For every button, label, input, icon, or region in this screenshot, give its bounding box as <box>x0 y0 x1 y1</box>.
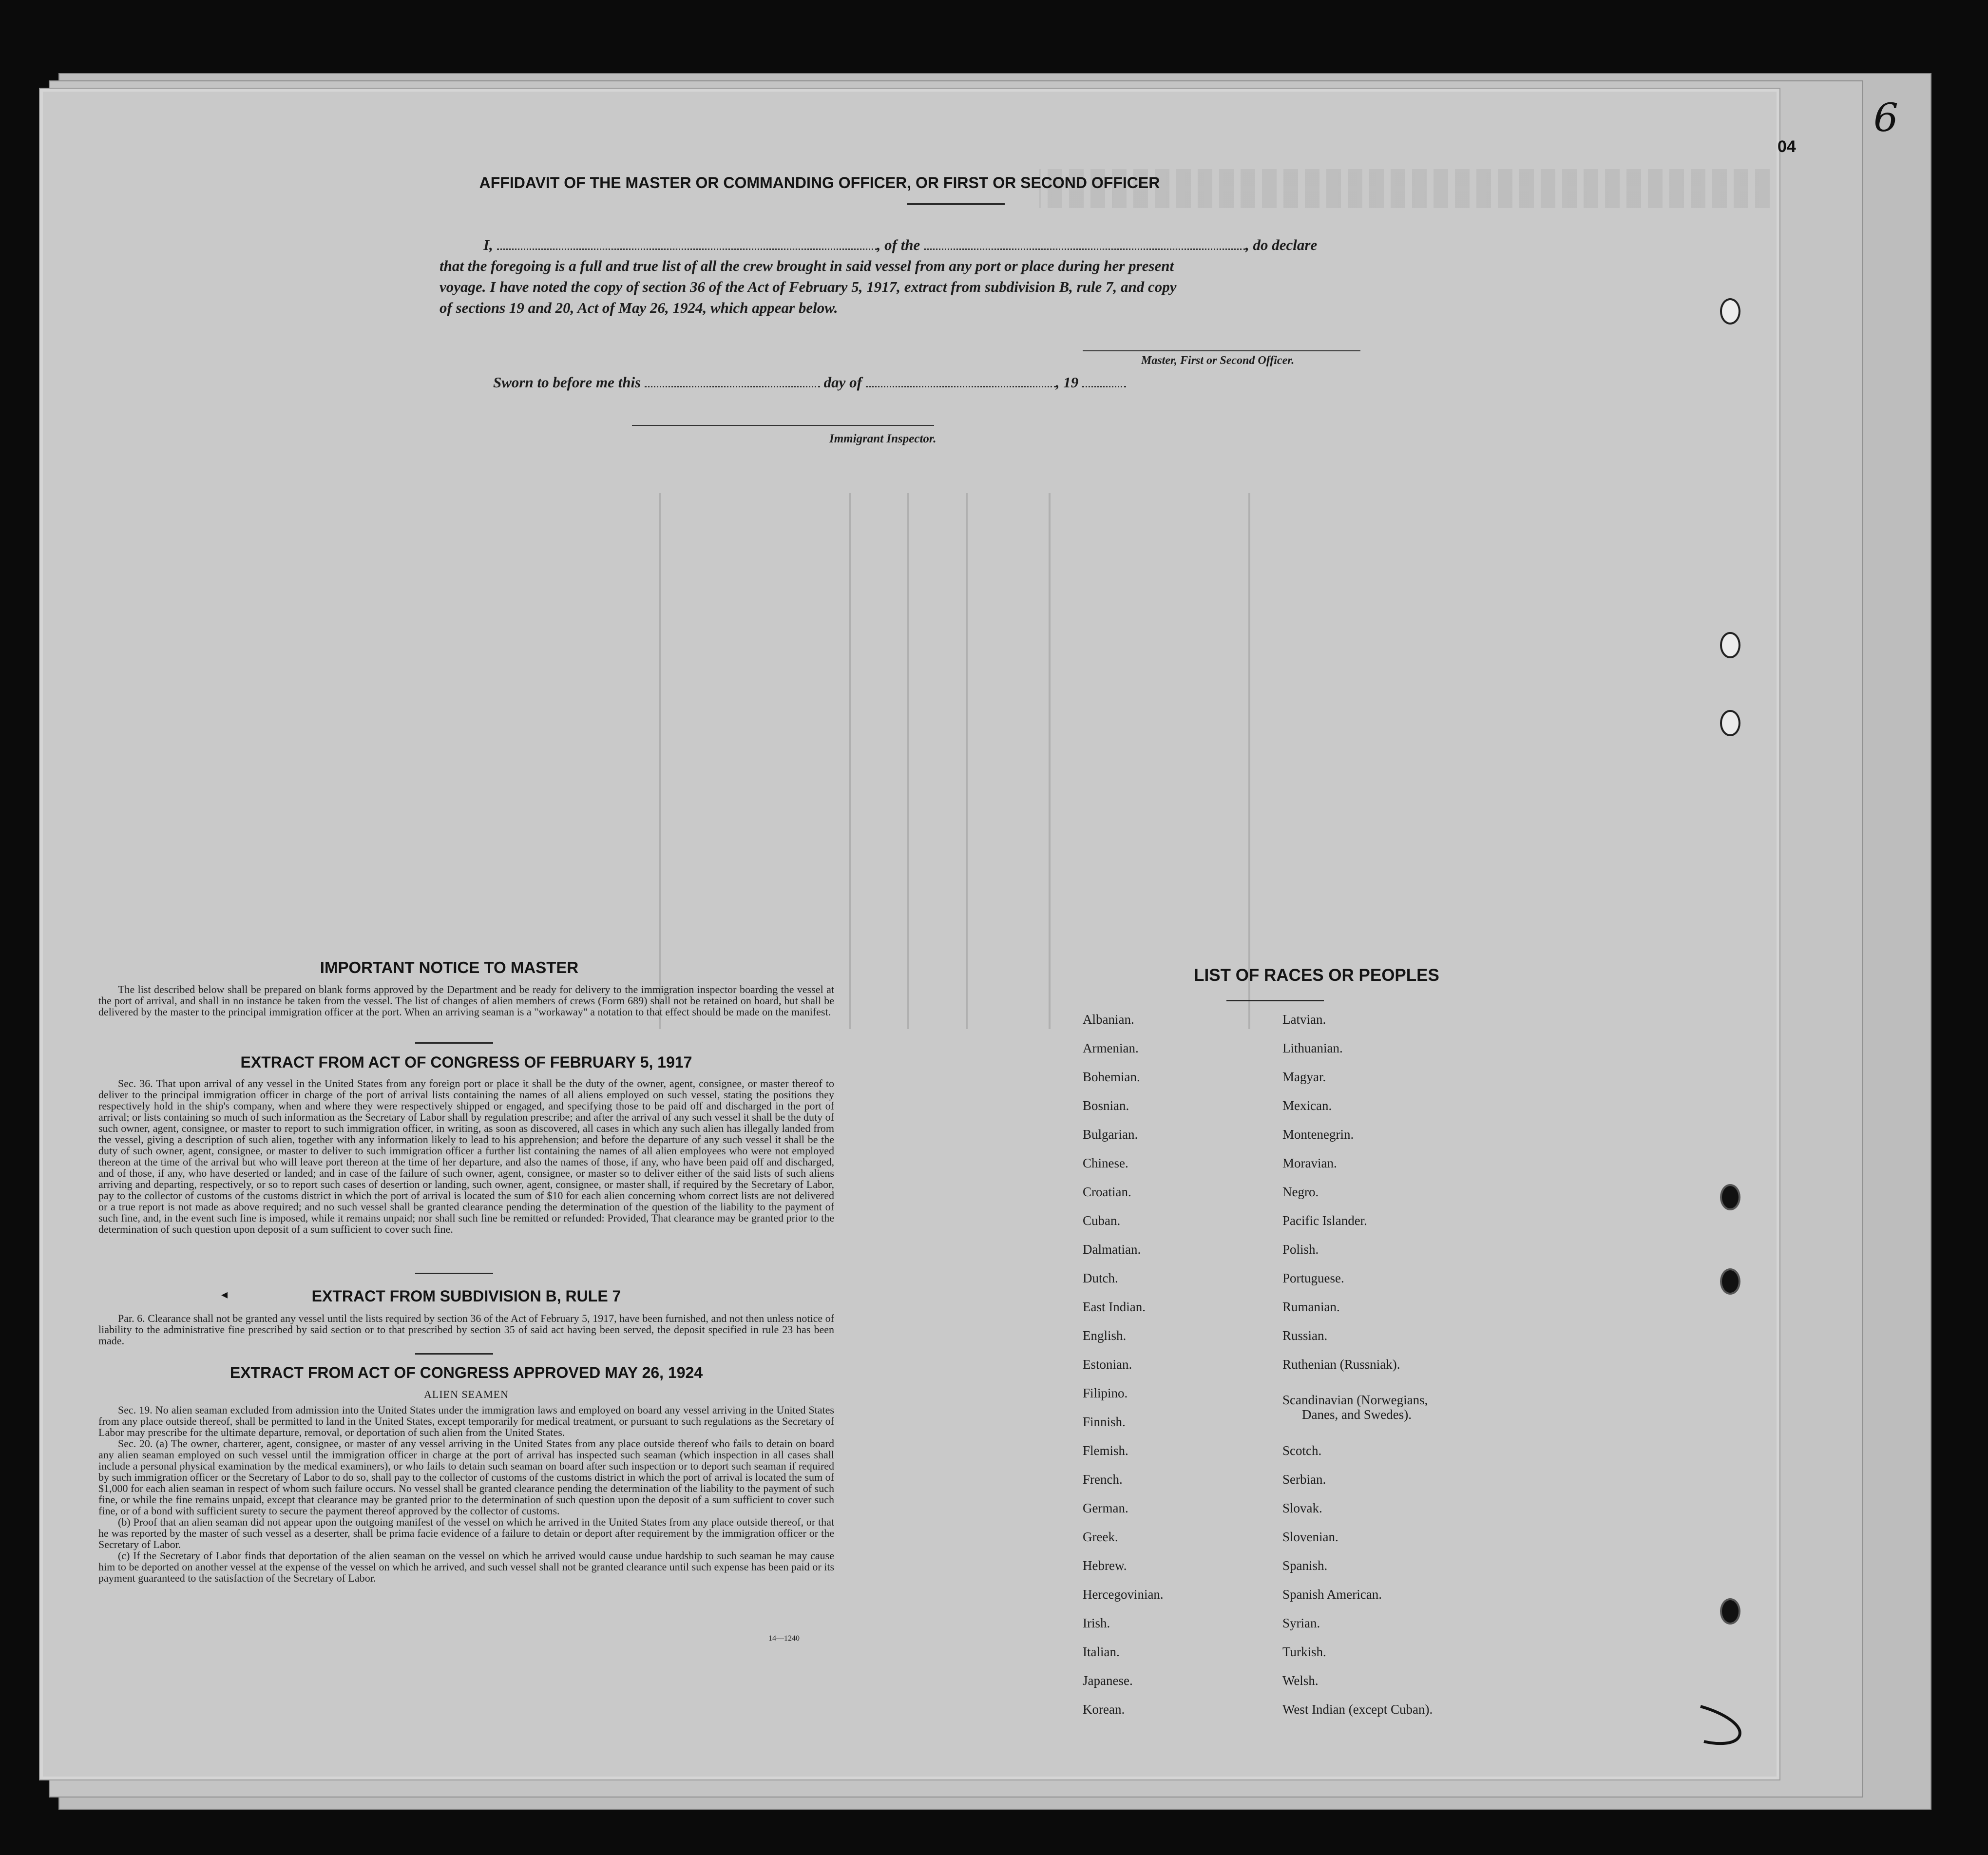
extract-1924-text <box>98 1404 834 1584</box>
year-label: , 19 <box>1055 374 1079 391</box>
vessel-name-field[interactable] <box>924 234 1245 250</box>
race-item: Albanian. <box>1083 1012 1134 1027</box>
page-number-handwritten: 6 <box>1873 95 1898 140</box>
race-item: Dutch. <box>1083 1271 1118 1285</box>
inspector-signature-label: Immigrant Inspector. <box>829 432 937 445</box>
affidavit-line-4: of sections 19 and 20, Act of May 26, 1924, which appear below. <box>440 299 838 316</box>
race-item: Slovak. <box>1282 1501 1322 1515</box>
sworn-line <box>493 371 1126 391</box>
race-item: Filipino. <box>1083 1386 1128 1400</box>
affidavit-line-2: that the foregoing is a full and true list of all the crew brought in said vessel from any port or place during her present <box>440 257 1174 274</box>
punch-hole <box>1720 298 1740 325</box>
notice-text <box>98 984 834 1017</box>
punch-hole <box>1720 1598 1740 1625</box>
race-item: Syrian. <box>1282 1616 1320 1630</box>
crew-list-page <box>39 88 1780 1780</box>
master-signature-label: Master, First or Second Officer. <box>1141 354 1295 367</box>
inspector-signature-line[interactable] <box>632 425 934 426</box>
race-item: Slovenian. <box>1282 1530 1338 1544</box>
race-item: Latvian. <box>1282 1012 1326 1027</box>
master-signature-line[interactable] <box>1083 350 1360 351</box>
affidavit-line-3: voyage. I have noted the copy of section 36 of the Act of February 5, 1917, extract from subdivision B, rule 7, and copy <box>440 278 1177 295</box>
punch-hole <box>1720 1184 1740 1210</box>
section-20a-paragraph: Sec. 20. (a) The owner, charterer, agent, consignee, or master of any vessel arriving in the United States from any place outside thereof who fails to detain on board any alien seaman employed on such vessel until the immigration officer in charge at the port of arrival has inspected such seaman (which inspection in all cases shall include a personal physical examination by the medical examiners), or who fails to detain such seaman on board after such inspection or to deport such seaman if required by such immigration officer or the Secretary of Labor to do so, shall pay to the collector of customs of the customs district in which the port of arrival is located the sum of $1,000 for each alien seaman in respect of whom such failure occurs. No vessel shall be granted clearance pending the determination of the liability to the payment of such fine, or while the fine remains unpaid, except that clearance may be granted prior to the determination of such question upon the deposit of a sum sufficient to cover such fine, or of a bond with sufficient surety to secure the payment thereof approved by the collector of customs. <box>98 1437 834 1517</box>
day-of-label: day of <box>823 374 862 391</box>
extract-1917-text <box>98 1078 834 1235</box>
race-item: Bulgarian. <box>1083 1127 1138 1142</box>
affidavit-title: AFFIDAVIT OF THE MASTER OR COMMANDING OFFICER, OR FIRST OR SECOND OFFICER <box>479 174 1160 191</box>
affidavit-body <box>440 234 1438 318</box>
extract-1917-title: EXTRACT FROM ACT OF CONGRESS OF FEBRUARY 5, 1917 <box>240 1053 692 1071</box>
extract-rule7-title: EXTRACT FROM SUBDIVISION B, RULE 7 <box>311 1287 621 1305</box>
race-item: Russian. <box>1282 1328 1328 1343</box>
race-item: Estonian. <box>1083 1357 1132 1372</box>
race-item: Korean. <box>1083 1702 1125 1717</box>
paragraph-6: Par. 6. Clearance shall not be granted any vessel until the lists required by section 36 of the Act of February 5, 1917, have been furnished, and not then unless notice of liability to the administrative fine prescribed by said section or to that prescribed by section 35 of said act having been served, the deposit specified in rule 23 has been made. <box>98 1312 834 1347</box>
race-item: Moravian. <box>1282 1156 1337 1170</box>
race-item: German. <box>1083 1501 1128 1515</box>
race-item: Bohemian. <box>1083 1070 1140 1084</box>
race-item: Spanish. <box>1282 1558 1328 1573</box>
punch-hole <box>1720 1268 1740 1295</box>
race-item: Pacific Islander. <box>1282 1213 1367 1228</box>
extract-1924-title: EXTRACT FROM ACT OF CONGRESS APPROVED MAY 26, 1924 <box>229 1364 703 1381</box>
race-item: Welsh. <box>1282 1673 1319 1688</box>
extract-rule7-text <box>98 1313 834 1346</box>
races-list-right <box>1282 1012 1526 1719</box>
races-title-rule <box>1226 1000 1324 1001</box>
extract-1917-rule <box>415 1273 493 1274</box>
race-item: Turkish. <box>1282 1645 1326 1659</box>
race-item: Negro. <box>1282 1185 1319 1199</box>
sworn-year-field[interactable] <box>1082 371 1126 387</box>
sworn-label: Sworn to before me this <box>493 374 641 391</box>
notice-rule <box>415 1042 493 1044</box>
race-item: Mexican. <box>1282 1098 1332 1113</box>
race-item: Polish. <box>1282 1242 1319 1257</box>
affidavit-line-1 <box>440 234 1438 255</box>
race-item: Bosnian. <box>1083 1098 1129 1113</box>
notice-paragraph: The list described below shall be prepared on blank forms approved by the Department and be ready for delivery to the immigration inspector boarding the vessel at the port of arrival, and shall in no instance be taken from the vessel. The list of changes of alien members of crews (Form 689) shall not be retained on board, but shall be delivered by the master to the principal immigration officer at the port. When an arriving seaman is a "workaway" a notation to that effect should be made on the manifest. <box>98 983 834 1018</box>
section-19-paragraph: Sec. 19. No alien seaman excluded from admission into the United States under the immigration laws and employed on board any vessel arriving in the United States from any place outside thereof, shall be permitted to land in the United States, except temporarily for medical treatment, or pursuant to such regulations as the Secretary of Labor may prescribe for the ultimate departure, removal, or deportation of such alien from the United States. <box>98 1404 834 1438</box>
race-item: French. <box>1083 1472 1123 1487</box>
extract-rule7-rule <box>415 1353 493 1355</box>
master-name-field[interactable] <box>497 234 877 250</box>
race-item: Dalmatian. <box>1083 1242 1141 1257</box>
section-20b-paragraph: (b) Proof that an alien seaman did not appear upon the outgoing manifest of the vessel on which he arrived in the United States from any place outside thereof, or that he was reported by the master of such vessel as a deserter, shall be prima facie evidence of a failure to detain or deport after requirement by the immigration officer or the Secretary of Labor. <box>98 1516 834 1550</box>
affidavit-of-the-label: , of the <box>877 236 920 253</box>
bleed-through-rule <box>659 493 661 1029</box>
race-item: Portuguese. <box>1282 1271 1344 1285</box>
affidavit-declare-label: , do declare <box>1245 236 1318 253</box>
race-item: Montenegrin. <box>1282 1127 1354 1142</box>
race-item: Irish. <box>1083 1616 1110 1630</box>
section-36-paragraph: Sec. 36. That upon arrival of any vessel in the United States from any foreign port or place it shall be the duty of the owner, agent, consignee, or master thereof to deliver to the principal immigration officer in charge of the port of arrival lists containing the names of all aliens employed on such vessel, stating the positions they respectively hold in the ship's company, when and where they were respectively shipped or engaged, and specifying those to be paid off and discharged in the port of arrival; or lists containing so much of such information as the Secretary of Labor shall by regulation prescribe; and after the arrival of any such vessel it shall be the duty of such owner, agent, consignee, or master to report to such immigration officer, in writing, as soon as discovered, all cases in which any such alien has illegally landed from the vessel, giving a description of such alien, together with any information likely to lead to his apprehension; and before the departure of any such vessel it shall be the duty of such owner, agent, consignee, or master to deliver to such immigration officer a further list containing the names of all alien employees who were not employed thereon at the time of the arrival but who will leave port thereon at the time of her departure, and also the names of those, if any, who have been paid off and discharged, and of those, if any, who have deserted or landed; and in case of the failure of such owner, agent, consignee, or master so to deliver either of the said lists of such aliens arriving and departing, respectively, or so to report such cases of desertion or landing, such owner, agent, consignee, or master shall, if required by the Secretary of Labor, pay to the collector of customs of the customs district in which the port of arrival is located the sum of $10 for each alien concerning whom correct lists are not delivered or a true report is not made as above required; and no such vessel shall be granted clearance pending the determination of the question of the liability to the payment of such fine, and, in the event such fine is imposed, while it remains unpaid; nor shall such fine be remitted or refunded: Provided, That clearance may be granted prior to the determination of such question upon deposit of a sum sufficient to cover such fine. <box>98 1077 834 1235</box>
race-item: West Indian (except Cuban). <box>1282 1702 1433 1717</box>
bleed-through-rule <box>907 493 909 1029</box>
race-item: Croatian. <box>1083 1185 1131 1199</box>
affidavit-title-rule <box>907 203 1005 205</box>
race-item: Danes, and Swedes). <box>1302 1407 1412 1422</box>
race-item: Serbian. <box>1282 1472 1326 1487</box>
race-item: Ruthenian (Russniak). <box>1282 1357 1400 1372</box>
punch-hole <box>1720 710 1740 736</box>
bleed-through-rule <box>966 493 968 1029</box>
race-item: Chinese. <box>1083 1156 1128 1170</box>
races-title: LIST OF RACES OR PEOPLES <box>1194 966 1439 985</box>
race-item: Scandinavian (Norwegians, <box>1282 1393 1428 1407</box>
notice-title: IMPORTANT NOTICE TO MASTER <box>320 958 579 976</box>
bleed-through-rule <box>1248 493 1250 1029</box>
race-item: Lithuanian. <box>1282 1041 1343 1055</box>
race-item: Magyar. <box>1282 1070 1326 1084</box>
race-item: Rumanian. <box>1282 1300 1340 1314</box>
race-item: Armenian. <box>1083 1041 1139 1055</box>
section-20c-paragraph: (c) If the Secretary of Labor finds that deportation of the alien seaman on the vessel on which he arrived would cause undue hardship to such seaman he may cause him to be deported on another vessel at the expense of the vessel on which he arrived, and such vessel shall not be granted clearance until such expense has been paid or its payment guaranteed to the satisfaction of the Secretary of Labor. <box>98 1549 834 1584</box>
race-item: Greek. <box>1083 1530 1118 1544</box>
race-item: Hebrew. <box>1083 1558 1127 1573</box>
sworn-month-field[interactable] <box>866 371 1056 387</box>
punch-hole <box>1720 632 1740 658</box>
race-item: Cuban. <box>1083 1213 1121 1228</box>
race-item: East Indian. <box>1083 1300 1146 1314</box>
affidavit-i-label: I, <box>483 236 493 253</box>
race-item: Finnish. <box>1083 1415 1126 1429</box>
race-item: Scotch. <box>1282 1443 1322 1458</box>
margin-pencil-mark: ◂ <box>221 1287 228 1302</box>
alien-seamen-subtitle: ALIEN SEAMEN <box>424 1388 509 1400</box>
top-right-number-fragment: 04 <box>1778 137 1796 156</box>
race-item: English. <box>1083 1328 1127 1343</box>
sworn-day-field[interactable] <box>645 371 820 387</box>
race-item: Italian. <box>1083 1645 1120 1659</box>
form-number: 14—1240 <box>768 1634 800 1643</box>
bleed-through-rule <box>1049 493 1051 1029</box>
bleed-through-rule <box>849 493 851 1029</box>
race-item: Flemish. <box>1083 1443 1128 1458</box>
handwritten-hook-mark <box>1697 1702 1750 1750</box>
race-item: Hercegovinian. <box>1083 1587 1164 1602</box>
race-item: Spanish American. <box>1282 1587 1382 1602</box>
race-item: Japanese. <box>1083 1673 1133 1688</box>
races-list-left <box>1083 1012 1278 1717</box>
